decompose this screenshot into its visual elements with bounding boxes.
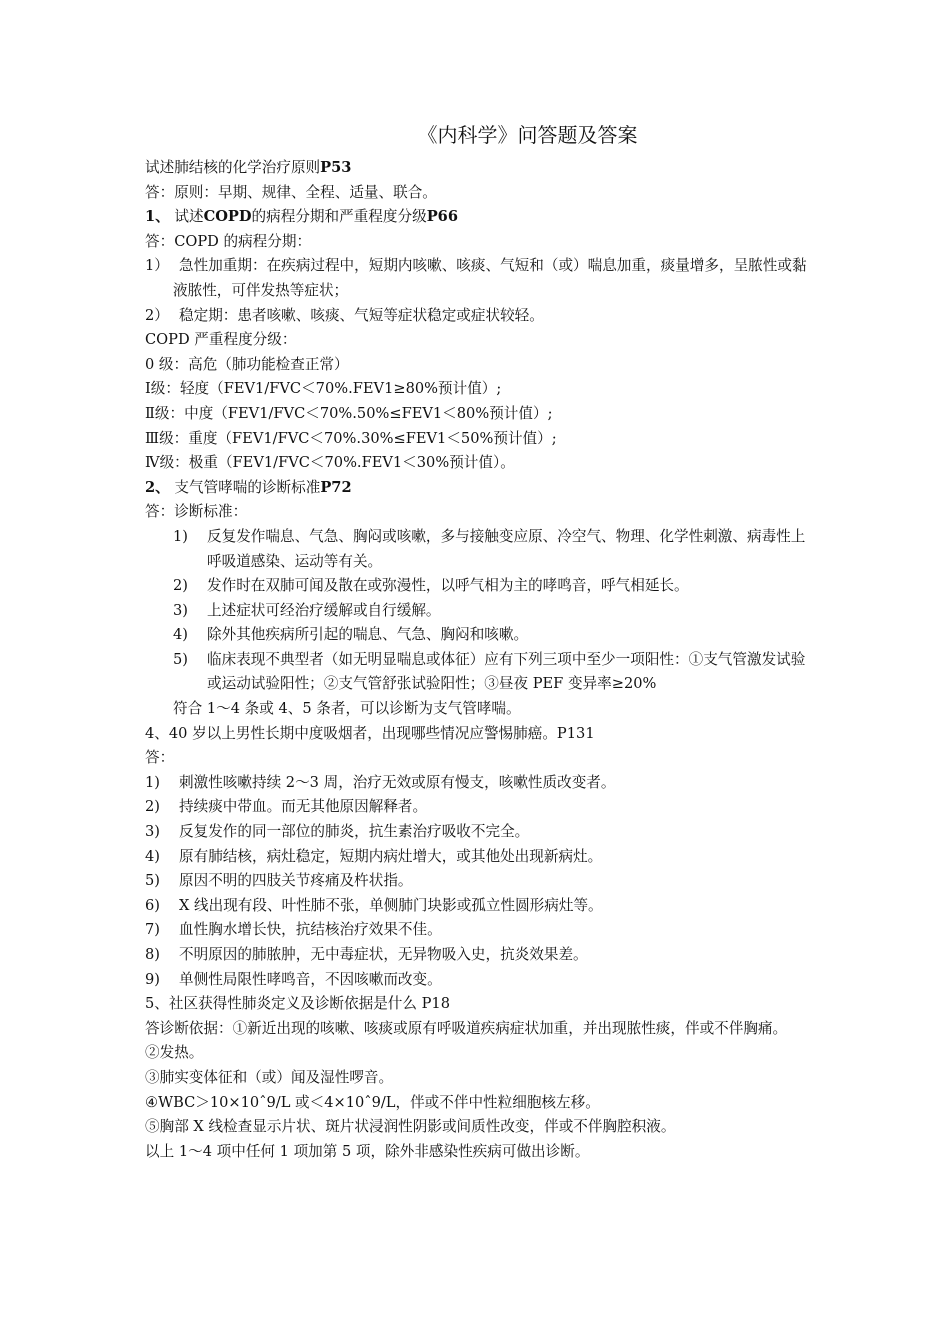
asthma-conclusion: 符合 1～4 条或 4、5 条者，可以诊断为支气管哮喘。	[173, 700, 521, 718]
question-1-post: 的病程分期和严重程度分级	[251, 208, 427, 226]
lung-cancer-sign-5	[145, 869, 815, 894]
cap-criterion-2: ②发热。	[145, 1044, 204, 1062]
lung-cancer-sign-3-num: 3)	[145, 823, 160, 841]
cap-conclusion: 以上 1～4 项中任何 1 项加第 5 项，除外非感染性疾病可做出诊断。	[145, 1142, 590, 1160]
asthma-criterion-3-text: 上述症状可经治疗缓解或自行缓解。	[207, 601, 441, 619]
lung-cancer-sign-7	[145, 918, 815, 943]
answer-2-intro: 答：诊断标准：	[145, 503, 248, 521]
lung-cancer-sign-1-text: 刺激性咳嗽持续 2～3 周，治疗无效或原有慢支，咳嗽性质改变者。	[179, 773, 616, 791]
lung-cancer-sign-1-num: 1)	[145, 773, 160, 791]
question-4: 4、40 岁以上男性长期中度吸烟者，出现哪些情况应警惕肺癌。P131	[145, 724, 595, 742]
lung-cancer-sign-3-text: 反复发作的同一部位的肺炎，抗生素治疗吸收不完全。	[179, 823, 530, 841]
document-page	[145, 118, 815, 1164]
copd-stage-1	[145, 254, 815, 303]
lung-cancer-sign-8	[145, 943, 815, 968]
answer-1-intro: 答：COPD 的病程分期：	[145, 232, 312, 250]
question-1	[145, 205, 815, 230]
lung-cancer-sign-4-num: 4)	[145, 847, 160, 865]
lung-cancer-sign-2	[145, 795, 815, 820]
asthma-criterion-4-text: 除外其他疾病所引起的喘息、气急、胸闷和咳嗽。	[207, 626, 529, 644]
copd-grade-0: 0 级：高危（肺功能检查正常）	[145, 355, 349, 373]
asthma-criterion-4	[145, 623, 815, 648]
document-title: 《内科学》问答题及答案	[417, 123, 638, 147]
lung-cancer-sign-2-text: 持续痰中带血。而无其他原因解释者。	[179, 798, 428, 816]
lung-cancer-sign-9	[145, 968, 815, 993]
copd-grade-2: Ⅱ级：中度（FEV1/FVC＜70%.50%≤FEV1＜80%预计值）;	[145, 404, 553, 422]
lung-cancer-sign-1	[145, 771, 815, 796]
lung-cancer-sign-7-num: 7)	[145, 921, 160, 939]
question-5: 5、社区获得性肺炎定义及诊断依据是什么 P18	[145, 995, 451, 1013]
copd-grade-1: Ⅰ级：轻度（FEV1/FVC＜70%.FEV1≥80%预计值）;	[145, 380, 502, 398]
question-1-bold: COPD	[203, 208, 252, 226]
copd-severity-title: COPD 严重程度分级：	[145, 331, 297, 349]
question-1-number: 1、	[145, 208, 170, 226]
lung-cancer-sign-6-num: 6)	[145, 896, 160, 914]
copd-stage-2	[145, 304, 815, 329]
asthma-criterion-1-num: 1)	[173, 527, 188, 545]
asthma-criterion-2	[145, 574, 815, 599]
asthma-criterion-2-num: 2)	[173, 577, 188, 595]
cap-criterion-4: ④WBC＞10×10ˆ9/L 或＜4×10ˆ9/L，伴或不伴中性粒细胞核左移。	[145, 1093, 600, 1111]
asthma-criterion-5	[145, 648, 815, 697]
lung-cancer-sign-5-text: 原因不明的四肢关节疼痛及杵状指。	[179, 872, 413, 890]
lung-cancer-sign-9-num: 9)	[145, 970, 160, 988]
answer-tb: 答：原则：早期、规律、全程、适量、联合。	[145, 183, 437, 201]
question-tb	[145, 156, 815, 181]
asthma-criterion-3	[145, 599, 815, 624]
question-tb-page: P53	[320, 159, 352, 176]
lung-cancer-sign-6	[145, 894, 815, 919]
copd-stage-2-text: 稳定期：患者咳嗽、咳痰、气短等症状稳定或症状较轻。	[179, 306, 544, 324]
asthma-criterion-4-num: 4)	[173, 626, 188, 644]
asthma-criterion-1-text: 反复发作喘息、气急、胸闷或咳嗽，多与接触变应原、冷空气、物理、化学性刺激、病毒性上呼吸道感染、运动等有关。	[207, 527, 806, 570]
copd-stage-1-text: 急性加重期：在疾病过程中，短期内咳嗽、咳痰、气短和（或）喘息加重，痰量增多，呈脓性或黏液脓性，可伴发热等症状；	[173, 257, 807, 299]
copd-stage-2-num: 2）	[145, 306, 169, 324]
lung-cancer-sign-4-text: 原有肺结核，病灶稳定，短期内病灶增大，或其他处出现新病灶。	[179, 847, 603, 865]
asthma-criterion-1	[145, 525, 815, 574]
question-1-page: P66	[426, 208, 458, 226]
question-2-page: P72	[320, 478, 352, 496]
asthma-criterion-3-num: 3)	[173, 601, 188, 619]
copd-grade-3: Ⅲ级：重度（FEV1/FVC＜70%.30%≤FEV1＜50%预计值）;	[145, 429, 557, 447]
cap-criterion-5: ⑤胸部 X 线检查显示片状、斑片状浸润性阴影或间质性改变，伴或不伴胸腔积液。	[145, 1118, 676, 1136]
question-tb-text: 试述肺结核的化学治疗原则	[145, 159, 321, 176]
cap-criterion-3: ③肺实变体征和（或）闻及湿性啰音。	[145, 1068, 394, 1086]
cap-criterion-1: 答诊断依据：①新近出现的咳嗽、咳痰或原有呼吸道疾病症状加重，并出现脓性痰，伴或不伴胸痛。	[145, 1019, 788, 1037]
lung-cancer-sign-3	[145, 820, 815, 845]
asthma-criterion-2-text: 发作时在双肺可闻及散在或弥漫性，以呼气相为主的哮鸣音，呼气相延长。	[207, 577, 689, 595]
lung-cancer-sign-5-num: 5)	[145, 872, 160, 890]
lung-cancer-sign-2-num: 2)	[145, 798, 160, 816]
asthma-criterion-5-num: 5)	[173, 650, 188, 668]
question-2	[145, 476, 815, 501]
question-1-pre: 试述	[169, 208, 204, 226]
question-2-number: 2、	[145, 478, 170, 496]
asthma-criterion-5-text: 临床表现不典型者（如无明显喘息或体征）应有下列三项中至少一项阳性：①支气管激发试验或运动试验阳性；②支气管舒张试验阳性；③昼夜 PEF 变异率≥20%	[207, 650, 806, 693]
lung-cancer-sign-8-num: 8)	[145, 946, 160, 963]
lung-cancer-sign-6-text: X 线出现有段、叶性肺不张，单侧肺门块影或孤立性圆形病灶等。	[179, 896, 603, 914]
copd-grade-4: Ⅳ级：极重（FEV1/FVC＜70%.FEV1＜30%预计值）。	[145, 454, 515, 472]
question-2-text: 支气管哮喘的诊断标准	[169, 478, 321, 496]
copd-stage-1-num: 1）	[145, 257, 169, 275]
lung-cancer-sign-8-text: 不明原因的肺脓肿，无中毒症状，无异物吸入史，抗炎效果差。	[179, 946, 588, 963]
lung-cancer-sign-9-text: 单侧性局限性哮鸣音，不因咳嗽而改变。	[179, 970, 442, 988]
lung-cancer-sign-7-text: 血性胸水增长快，抗结核治疗效果不佳。	[179, 921, 442, 939]
answer-4-intro: 答：	[145, 749, 175, 767]
lung-cancer-sign-4	[145, 845, 815, 870]
